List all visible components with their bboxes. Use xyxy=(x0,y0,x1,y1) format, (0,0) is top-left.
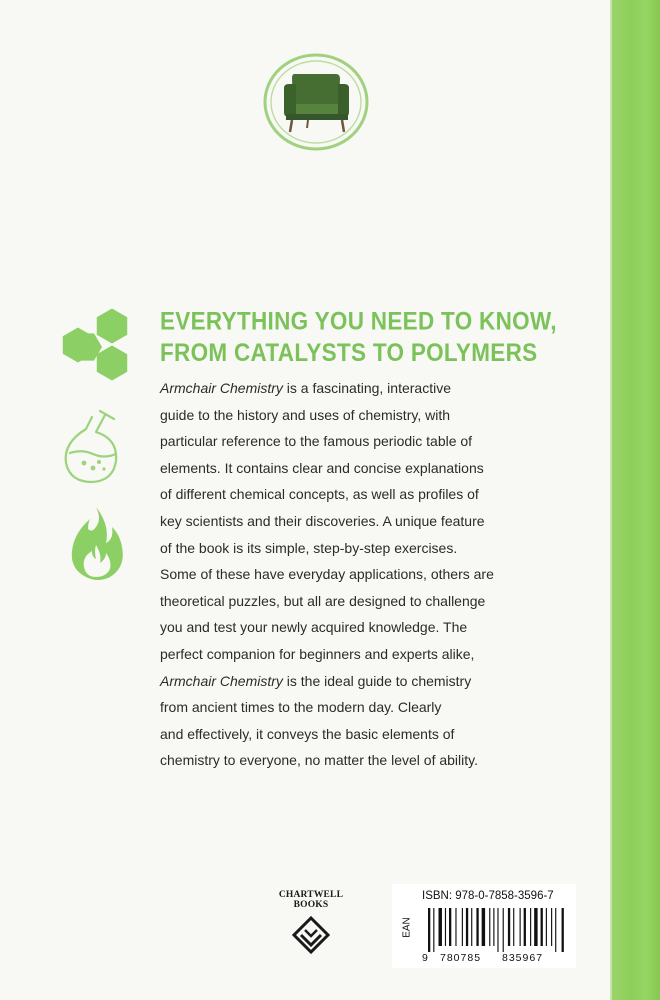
blurb-line: guide to the history and uses of chemistry, with xyxy=(160,406,450,423)
blurb-line: Armchair Chemistry is the ideal guide to chemistry xyxy=(160,672,472,689)
blurb-line: Some of these have everyday applications, others are xyxy=(160,566,494,583)
barcode-bar xyxy=(471,908,472,946)
blurb-line: key scientists and their discoveries. A unique feature xyxy=(160,512,485,529)
blurb-text xyxy=(160,375,580,774)
blurb-line: and effectively, it conveys the basic elements of xyxy=(160,725,455,742)
barcode-bar xyxy=(508,908,510,946)
barcode-bar xyxy=(449,908,451,946)
barcode-bar xyxy=(555,908,556,952)
barcode-digits-left: 780785 xyxy=(440,952,482,964)
barcode-panel xyxy=(392,884,576,968)
chartwell-diamond-logo xyxy=(292,916,330,956)
headline xyxy=(160,306,600,369)
barcode-bar xyxy=(433,908,434,952)
isbn-label: ISBN: 978-0-7858-3596-7 xyxy=(422,890,554,902)
barcode-bar xyxy=(513,908,514,946)
blurb-line: from ancient times to the modern day. Clearly xyxy=(160,699,442,716)
barcode-bar xyxy=(546,908,547,946)
headline-line-1: EVERYTHING YOU NEED TO KNOW, xyxy=(160,307,557,336)
barcode-bar xyxy=(493,908,494,946)
blurb-line: Armchair Chemistry is a fascinating, interactive xyxy=(160,380,451,396)
headline-line-2: FROM CATALYSTS TO POLYMERS xyxy=(160,338,538,367)
barcode-bar xyxy=(489,908,490,946)
hexagons-icon xyxy=(58,305,132,381)
barcode-bar xyxy=(497,908,498,952)
publisher-block xyxy=(276,890,346,956)
barcode-bar xyxy=(428,908,430,952)
barcode-bar xyxy=(482,908,485,946)
blurb-line: elements. It contains clear and concise explanations xyxy=(160,459,484,476)
publisher-name-line-1: CHARTWELL xyxy=(278,890,344,900)
barcode-bar xyxy=(551,908,552,946)
barcode-bar xyxy=(466,908,468,946)
barcode-digit-first: 9 xyxy=(422,952,428,964)
barcode-bar xyxy=(503,908,504,952)
barcode-bar xyxy=(476,908,478,946)
publisher-name-line-2: BOOKS xyxy=(293,900,329,910)
blurb-line: you and test your newly acquired knowledge. The xyxy=(160,619,468,636)
flame-icon xyxy=(66,505,128,581)
blurb-line: chemistry to everyone, no matter the level of ability. xyxy=(160,752,478,769)
barcode-bar xyxy=(462,908,463,946)
blurb-line: theoretical puzzles, but all are designed to challenge xyxy=(160,592,486,609)
barcode-bar xyxy=(439,908,442,946)
barcode-bar xyxy=(445,908,446,946)
barcode-bar xyxy=(562,908,564,952)
blurb-line: particular reference to the famous periodic table of xyxy=(160,433,473,450)
barcode-bar xyxy=(541,908,543,946)
armchair-icon xyxy=(262,52,370,152)
barcode-bar xyxy=(455,908,456,946)
ean-label: EAN xyxy=(401,917,413,938)
barcode-bar xyxy=(520,908,521,946)
blurb-line: perfect companion for beginners and experts alike, xyxy=(160,645,475,662)
book-spine xyxy=(612,0,660,1000)
barcode-bars xyxy=(422,908,572,952)
blurb-line: of different chemical concepts, as well as profiles of xyxy=(160,486,479,503)
blurb-line: of the book is its simple, step-by-step exercises. xyxy=(160,539,458,556)
barcode-bar xyxy=(524,908,526,946)
barcode-digits-right: 835967 xyxy=(502,952,544,964)
barcode-bar xyxy=(530,908,531,946)
flask-icon xyxy=(60,405,134,487)
barcode-bar xyxy=(534,908,537,946)
